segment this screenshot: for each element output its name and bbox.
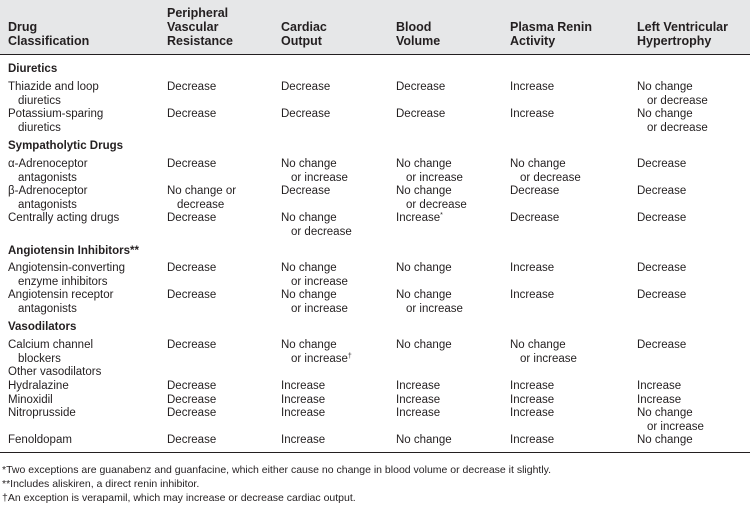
cell-left-ventricular-hypertrophy [637, 406, 704, 434]
cell-drug-name [8, 211, 119, 225]
cell-plasma-renin-activity [510, 433, 554, 447]
cell-line: Nitroprusside [8, 407, 76, 419]
cell-plasma-renin-activity [510, 211, 559, 225]
section-diuretics: Diuretics [8, 63, 58, 75]
cell-line: Increase [281, 380, 326, 392]
cell-line: diuretics [18, 95, 61, 107]
cell-drug-name [8, 80, 99, 108]
cell-line: Increase* [396, 212, 443, 224]
cell-cardiac-output [281, 80, 330, 94]
section-vasodilators: Vasodilators [8, 321, 77, 333]
cell-cardiac-output [281, 379, 325, 393]
cell-cardiac-output [281, 107, 330, 121]
header-drug-classification [8, 20, 89, 48]
cell-line: β-Adrenoceptor [8, 185, 88, 197]
cell-drug-name [8, 379, 69, 393]
footnote-mark: † [347, 353, 352, 360]
cell-line: or increase [520, 353, 577, 365]
cell-line: Minoxidil [8, 394, 53, 406]
cell-cardiac-output [281, 338, 352, 366]
cell-line: or decrease [520, 172, 581, 184]
cell-drug-name [8, 393, 53, 407]
cell-plasma-renin-activity [510, 288, 554, 302]
table-header [0, 0, 750, 54]
cell-line: or decrease [291, 226, 352, 238]
cell-line: Decrease [167, 108, 217, 120]
cell-line: No change [637, 108, 693, 120]
cell-line: Centrally acting drugs [8, 212, 120, 224]
footnote-mark: * [440, 212, 443, 219]
cell-line: or increase [406, 303, 463, 315]
cell-drug-name [8, 261, 125, 289]
cell-line: enzyme inhibitors [18, 276, 108, 288]
cell-line: Decrease [637, 212, 687, 224]
cell-line: Increase [510, 394, 555, 406]
cell-line: Angiotensin-converting [8, 262, 125, 274]
cell-plasma-renin-activity [510, 80, 554, 94]
cell-blood-volume [396, 379, 440, 393]
cell-left-ventricular-hypertrophy [637, 184, 686, 198]
cell-line: Increase [281, 394, 326, 406]
cell-peripheral-vascular-resistance [167, 433, 216, 447]
cell-line: decrease [177, 199, 225, 211]
cell-plasma-renin-activity [510, 393, 554, 407]
cell-line: diuretics [18, 122, 61, 134]
cell-line: antagonists [18, 303, 77, 315]
cell-line: Decrease [167, 262, 217, 274]
cell-peripheral-vascular-resistance [167, 157, 216, 171]
cell-line: Increase [510, 380, 555, 392]
cell-cardiac-output [281, 288, 348, 316]
footnote-guanabenz: *Two exceptions are guanabenz and guanfacine, which either cause no change in blood volume or decrease it slightly. [2, 464, 552, 476]
cell-line: Increase [510, 407, 555, 419]
cell-peripheral-vascular-resistance [167, 338, 216, 352]
cell-line: No change [396, 185, 452, 197]
cell-left-ventricular-hypertrophy [637, 157, 686, 171]
header-line: Vascular [167, 20, 219, 34]
cell-plasma-renin-activity [510, 338, 577, 366]
cell-blood-volume [396, 433, 452, 447]
cell-line: antagonists [18, 199, 77, 211]
cell-line: or increase [291, 303, 348, 315]
footer-rule [0, 452, 750, 453]
cell-line: Decrease [167, 158, 217, 170]
cell-line: α-Adrenoceptor [8, 158, 88, 170]
header-line: Classification [8, 34, 90, 48]
cell-line: or increase [291, 276, 348, 288]
cell-line: Fenoldopam [8, 434, 72, 446]
header-cardiac-output [281, 20, 327, 48]
header-line: Resistance [167, 34, 234, 48]
header-line: Output [281, 34, 322, 48]
header-line: Cardiac [281, 20, 327, 34]
cell-line: Decrease [281, 108, 331, 120]
cell-line: or increase† [291, 353, 352, 365]
cell-cardiac-output [281, 211, 352, 239]
cell-peripheral-vascular-resistance [167, 406, 216, 420]
cell-line: Thiazide and loop [8, 81, 99, 93]
cell-peripheral-vascular-resistance [167, 288, 216, 302]
header-peripheral-vascular-resistance [167, 6, 233, 48]
cell-blood-volume [396, 157, 463, 185]
header-line: Activity [510, 34, 556, 48]
cell-line: Decrease [167, 407, 217, 419]
cell-cardiac-output [281, 433, 325, 447]
header-line: Peripheral [167, 6, 229, 20]
cell-blood-volume [396, 338, 452, 352]
cell-line: Decrease [510, 212, 560, 224]
cell-line: or decrease [647, 122, 708, 134]
cell-line: Increase [396, 394, 441, 406]
cell-left-ventricular-hypertrophy [637, 261, 686, 275]
cell-plasma-renin-activity [510, 157, 581, 185]
header-line: Volume [396, 34, 441, 48]
cell-line: Decrease [637, 339, 687, 351]
cell-drug-name [8, 433, 72, 447]
footnote-verapamil: †An exception is verapamil, which may increase or decrease cardiac output. [2, 492, 356, 504]
cell-peripheral-vascular-resistance [167, 107, 216, 121]
cell-blood-volume [396, 406, 440, 420]
cell-line: No change [281, 158, 337, 170]
header-rule [0, 54, 750, 55]
cell-line: No change [637, 407, 693, 419]
cell-line: No change [396, 434, 452, 446]
header-plasma-renin-activity [510, 20, 592, 48]
cell-cardiac-output [281, 406, 325, 420]
cell-cardiac-output [281, 393, 325, 407]
cell-line: Decrease [637, 158, 687, 170]
cell-drug-name [8, 107, 103, 135]
cell-line: Decrease [281, 81, 331, 93]
cell-line: Hydralazine [8, 380, 69, 392]
cell-plasma-renin-activity [510, 379, 554, 393]
cell-line: Increase [510, 289, 555, 301]
section-angiotensin-inhibitors: Angiotensin Inhibitors** [8, 245, 139, 257]
cell-plasma-renin-activity [510, 184, 559, 198]
cell-peripheral-vascular-resistance [167, 80, 216, 94]
cell-peripheral-vascular-resistance [167, 211, 216, 225]
cell-line: Decrease [396, 108, 446, 120]
cell-left-ventricular-hypertrophy [637, 288, 686, 302]
cell-line: Decrease [167, 339, 217, 351]
cell-line: No change [281, 212, 337, 224]
cell-line: Increase [510, 434, 555, 446]
cell-drug-name [8, 157, 88, 185]
cell-line: No change [396, 262, 452, 274]
cell-line: No change [281, 262, 337, 274]
cell-line: or increase [291, 172, 348, 184]
cell-line: or increase [647, 421, 704, 433]
cell-cardiac-output [281, 184, 330, 198]
cell-line: No change [510, 158, 566, 170]
header-line: Drug [8, 20, 38, 34]
cell-line: Increase [281, 434, 326, 446]
cell-line: No change [510, 339, 566, 351]
cell-line: Increase [510, 81, 555, 93]
cell-blood-volume [396, 393, 440, 407]
cell-line: No change [396, 289, 452, 301]
cell-peripheral-vascular-resistance [167, 184, 236, 212]
footnote-aliskiren: **Includes aliskiren, a direct renin inhibitor. [2, 478, 200, 490]
subsection-other-vasodilators: Other vasodilators [8, 366, 102, 378]
cell-peripheral-vascular-resistance [167, 261, 216, 275]
cell-line: antagonists [18, 172, 77, 184]
cell-blood-volume [396, 261, 452, 275]
cell-line: Increase [281, 407, 326, 419]
cell-plasma-renin-activity [510, 107, 554, 121]
cell-line: Calcium channel [8, 339, 94, 351]
cell-line: No change [396, 158, 452, 170]
cell-line: No change [637, 434, 693, 446]
cell-line: No change [281, 289, 337, 301]
cell-left-ventricular-hypertrophy [637, 338, 686, 352]
section-sympatholytic-drugs: Sympatholytic Drugs [8, 140, 124, 152]
cell-line: Increase [637, 394, 682, 406]
cell-line: Decrease [167, 380, 217, 392]
cell-blood-volume [396, 184, 467, 212]
cell-line: No change [637, 81, 693, 93]
cell-plasma-renin-activity [510, 261, 554, 275]
header-line: Hypertrophy [637, 34, 712, 48]
cell-line: Decrease [281, 185, 331, 197]
cell-plasma-renin-activity [510, 406, 554, 420]
cell-drug-name [8, 288, 113, 316]
cell-drug-name [8, 406, 76, 420]
cell-line: Increase [510, 108, 555, 120]
cell-line: blockers [18, 353, 61, 365]
cell-blood-volume [396, 80, 445, 94]
header-line: Left Ventricular [637, 20, 728, 34]
cell-line: Decrease [510, 185, 560, 197]
header-blood-volume [396, 20, 440, 48]
cell-line: Increase [637, 380, 682, 392]
header-line: Plasma Renin [510, 20, 592, 34]
cell-line: or increase [406, 172, 463, 184]
header-left-ventricular-hypertrophy [637, 20, 728, 48]
cell-line: Decrease [167, 81, 217, 93]
cell-line: Increase [396, 380, 441, 392]
cell-drug-name [8, 184, 88, 212]
cell-line: Decrease [637, 262, 687, 274]
cell-cardiac-output [281, 157, 348, 185]
cell-blood-volume [396, 107, 445, 121]
cell-blood-volume [396, 211, 443, 225]
cell-line: No change or [167, 185, 237, 197]
cell-line: Decrease [637, 185, 687, 197]
cell-line: Potassium-sparing [8, 108, 104, 120]
cell-line: No change [396, 339, 452, 351]
cell-peripheral-vascular-resistance [167, 379, 216, 393]
cell-peripheral-vascular-resistance [167, 393, 216, 407]
cell-line: Decrease [167, 434, 217, 446]
cell-line: or decrease [406, 199, 467, 211]
cell-line: Decrease [396, 81, 446, 93]
cell-left-ventricular-hypertrophy [637, 379, 681, 393]
cell-left-ventricular-hypertrophy [637, 80, 708, 108]
cell-line: Decrease [167, 394, 217, 406]
cell-line: No change [281, 339, 337, 351]
cell-left-ventricular-hypertrophy [637, 211, 686, 225]
cell-line: or decrease [647, 95, 708, 107]
header-line: Blood [396, 20, 432, 34]
cell-line: Decrease [167, 289, 217, 301]
cell-line: Increase [396, 407, 441, 419]
cell-line: Angiotensin receptor [8, 289, 114, 301]
cell-line: Decrease [167, 212, 217, 224]
cell-blood-volume [396, 288, 463, 316]
cell-left-ventricular-hypertrophy [637, 433, 693, 447]
cell-cardiac-output [281, 261, 348, 289]
cell-drug-name [8, 338, 93, 366]
cell-left-ventricular-hypertrophy [637, 107, 708, 135]
cell-line: Decrease [637, 289, 687, 301]
cell-line: Increase [510, 262, 555, 274]
cell-left-ventricular-hypertrophy [637, 393, 681, 407]
